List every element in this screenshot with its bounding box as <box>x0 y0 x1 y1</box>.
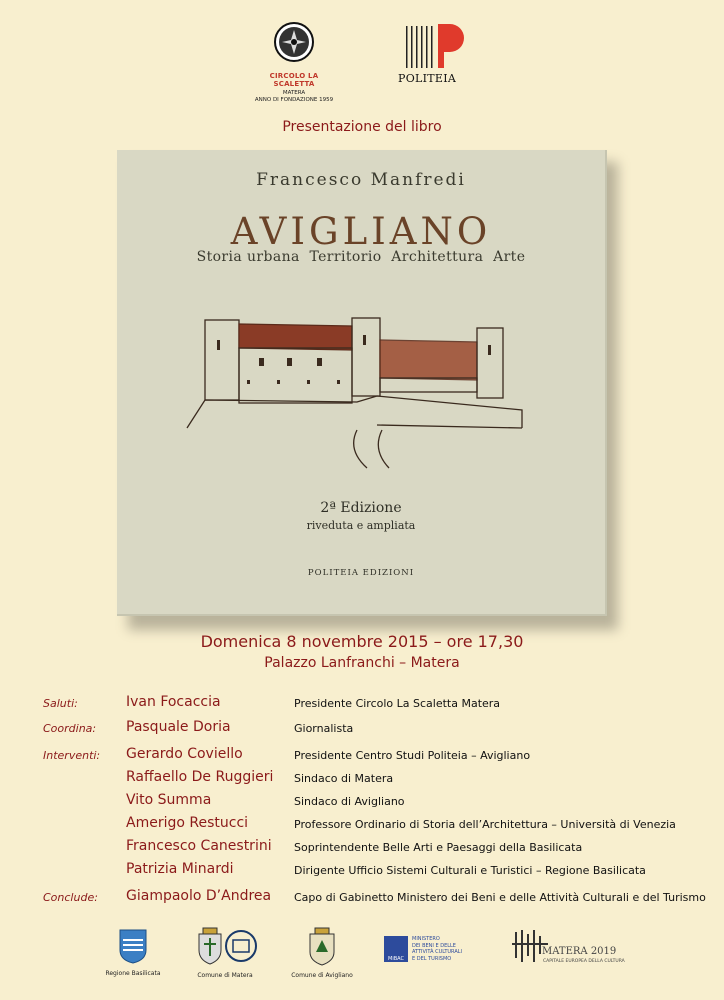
program-row <box>0 888 724 908</box>
book-publisher: POLITEIA EDIZIONI <box>307 568 415 578</box>
program-role: Conclude: <box>43 891 98 904</box>
book-cover <box>117 150 607 616</box>
mibac-line-3: ATTIVITÀ CULTURALI <box>412 949 463 955</box>
program-person: Pasquale Doria <box>126 719 231 735</box>
regione-caption: Regione Basilicata <box>105 970 161 977</box>
scaletta-name: CIRCOLO LA SCALETTA <box>269 72 319 88</box>
program-row <box>0 694 724 714</box>
regione-shield-icon <box>118 928 148 964</box>
presentation-heading: Presentazione del libro <box>282 119 442 135</box>
program-detail: Capo di Gabinetto Ministero dei Beni e delle Attività Culturali e del Turismo <box>294 891 706 904</box>
circolo-la-scaletta-logo <box>248 22 340 104</box>
mibac-line-2: DEI BENI E DELLE <box>412 942 456 949</box>
scaletta-city: MATERA <box>282 90 306 96</box>
book-title: AVIGLIANO <box>230 210 492 253</box>
program-person: Vito Summa <box>126 792 212 808</box>
program-person: Patrizia Minardi <box>126 861 234 877</box>
program-person: Ivan Focaccia <box>126 694 221 710</box>
castle-drawing <box>177 300 557 470</box>
book-edition: 2ª Edizione <box>320 500 402 516</box>
mibac-line-4: E DEL TURISMO <box>412 955 452 962</box>
program-detail: Presidente Circolo La Scaletta Matera <box>294 697 501 710</box>
scaletta-medal-icon <box>274 22 314 62</box>
matera-caption: Comune di Matera <box>197 972 253 979</box>
book-subtitle: Storia urbana Territorio Architettura Arte <box>196 249 526 265</box>
politeia-mark-icon <box>396 22 474 72</box>
program-row <box>0 719 724 739</box>
regione-basilicata-logo <box>103 928 163 977</box>
program-detail: Giornalista <box>294 722 354 735</box>
mibac-logo <box>384 936 484 962</box>
program-detail: Sindaco di Matera <box>294 772 394 785</box>
book-edition-note: riveduta e ampliata <box>306 519 416 532</box>
book-author: Francesco Manfredi <box>256 170 466 190</box>
program-row <box>0 838 724 858</box>
program-person: Raffaello De Ruggieri <box>126 769 274 785</box>
event-place: Palazzo Lanfranchi – Matera <box>264 655 460 671</box>
program-person: Amerigo Restucci <box>126 815 249 831</box>
program-row <box>0 792 724 812</box>
comune-avigliano-logo <box>287 926 357 979</box>
politeia-logo <box>396 22 474 92</box>
program-row <box>0 769 724 789</box>
mibac-abbr: MiBAC <box>388 956 404 962</box>
avigliano-caption: Comune di Avigliano <box>291 972 353 979</box>
event-date: Domenica 8 novembre 2015 – ore 17,30 <box>200 632 524 651</box>
comune-matera-logo <box>190 926 260 979</box>
matera-2019-name: MATERA 2019 <box>542 946 617 957</box>
program-person: Francesco Canestrini <box>126 838 272 854</box>
program-role: Saluti: <box>43 697 78 710</box>
program-detail: Dirigente Ufficio Sistemi Culturali e Turistici – Regione Basilicata <box>294 864 646 877</box>
program-detail: Sindaco di Avigliano <box>294 795 405 808</box>
program-role: Interventi: <box>43 749 101 762</box>
mibac-line-1: MINISTERO <box>412 936 440 942</box>
program-row <box>0 861 724 881</box>
program-person: Giampaolo D’Andrea <box>126 888 272 904</box>
program-row <box>0 746 724 766</box>
matera-2019-subtitle: CAPITALE EUROPEA DELLA CULTURA <box>543 959 625 964</box>
program-role: Coordina: <box>43 722 97 735</box>
scaletta-founded: ANNO DI FONDAZIONE 1959 <box>254 97 334 103</box>
program-detail: Professore Ordinario di Storia dell’Architettura – Università di Venezia <box>294 818 676 831</box>
program-detail: Soprintendente Belle Arti e Paesaggi della Basilicata <box>294 841 583 854</box>
program-person: Gerardo Coviello <box>126 746 243 762</box>
avigliano-crest-icon <box>307 926 337 966</box>
matera-crest-icon <box>193 926 257 966</box>
mibac-emblem-icon <box>384 936 408 962</box>
program-detail: Presidente Centro Studi Politeia – Avigliano <box>294 749 531 762</box>
politeia-name: POLITEIA <box>398 72 457 85</box>
program-row <box>0 815 724 835</box>
